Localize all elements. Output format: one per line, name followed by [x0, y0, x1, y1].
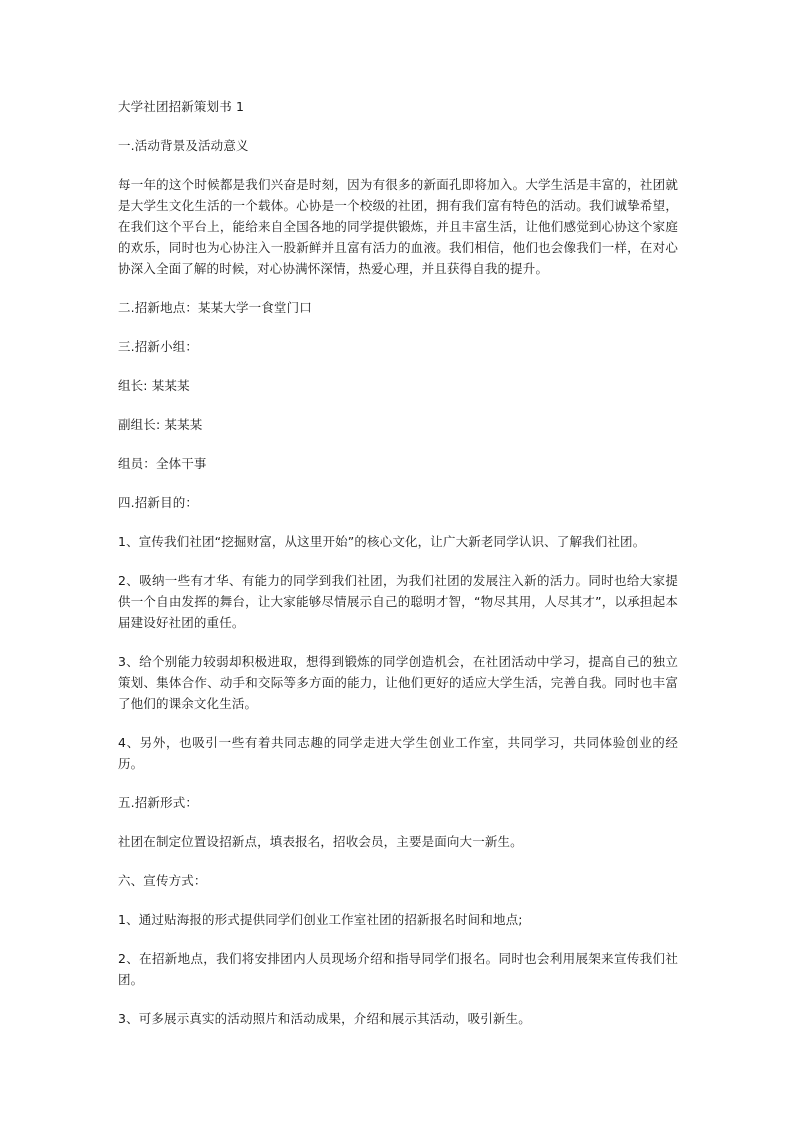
purpose-item-3: 3、给个别能力较弱却积极进取，想得到锻炼的同学创造机会，在社团活动中学习，提高自己的独立策划、集体合作、动手和交际等多方面的能力，让他们更好的适应大学生活，完善自我。同时也丰富了他们的课余文化生活。 — [118, 654, 678, 711]
purpose-item-4: 4、另外，也吸引一些有着共同志趣的同学走进大学生创业工作室，共同学习，共同体验创业的经历。 — [118, 735, 678, 771]
team-leader: 组长: 某某某 — [118, 378, 190, 393]
section-heading-background: 一.活动背景及活动意义 — [118, 138, 249, 153]
publicity-item-1: 1、通过贴海报的形式提供同学们创业工作室社团的招新报名时间和地点; — [118, 912, 523, 927]
purpose-item-1: 1、宣传我们社团“挖掘财富，从这里开始”的核心文化，让广大新老同学认识、了解我们社团。 — [118, 534, 646, 549]
document-title: 大学社团招新策划书 1 — [118, 99, 245, 114]
section-heading-format: 五.招新形式： — [118, 795, 199, 810]
team-members: 组员：全体干事 — [118, 456, 207, 471]
paragraph-format: 社团在制定位置设招新点，填表报名，招收会员，主要是面向大一新生。 — [118, 834, 523, 849]
publicity-item-3: 3、可多展示真实的活动照片和活动成果，介绍和展示其活动，吸引新生。 — [118, 1011, 531, 1026]
publicity-item-2: 2、在招新地点，我们将安排团内人员现场介绍和指导同学们报名。同时也会利用展架来宣传我们社团。 — [118, 951, 678, 987]
section-heading-location: 二.招新地点：某某大学一食堂门口 — [118, 300, 312, 315]
paragraph-background: 每一年的这个时候都是我们兴奋是时刻，因为有很多的新面孔即将加入。大学生活是丰富的，社团就是大学生文化生活的一个载体。心协是一个校级的社团，拥有我们富有特色的活动。我们诚挚希望，在我们这个平台上，能给来自全国各地的同学提供锻炼，并且丰富生活，让他们感觉到心协这个家庭的欢乐，同时也为心协注入一股新鲜并且富有活力的血液。我们相信，他们也会像我们一样，在对心协深入全面了解的时候，对心协满怀深情，热爱心理，并且获得自我的提升。 — [118, 177, 678, 276]
section-heading-purpose: 四.招新目的： — [118, 495, 199, 510]
document-page — [118, 96, 678, 1047]
purpose-item-2: 2、吸纳一些有才华、有能力的同学到我们社团，为我们社团的发展注入新的活力。同时也给大家提供一个自由发挥的舞台，让大家能够尽情展示自己的聪明才智，“物尽其用，人尽其才”，以承担起本届建设好社团的重任。 — [118, 573, 678, 630]
section-heading-team: 三.招新小组： — [118, 339, 199, 354]
section-heading-publicity: 六、宣传方式： — [118, 873, 207, 888]
team-vice-leader: 副组长: 某某某 — [118, 417, 203, 432]
